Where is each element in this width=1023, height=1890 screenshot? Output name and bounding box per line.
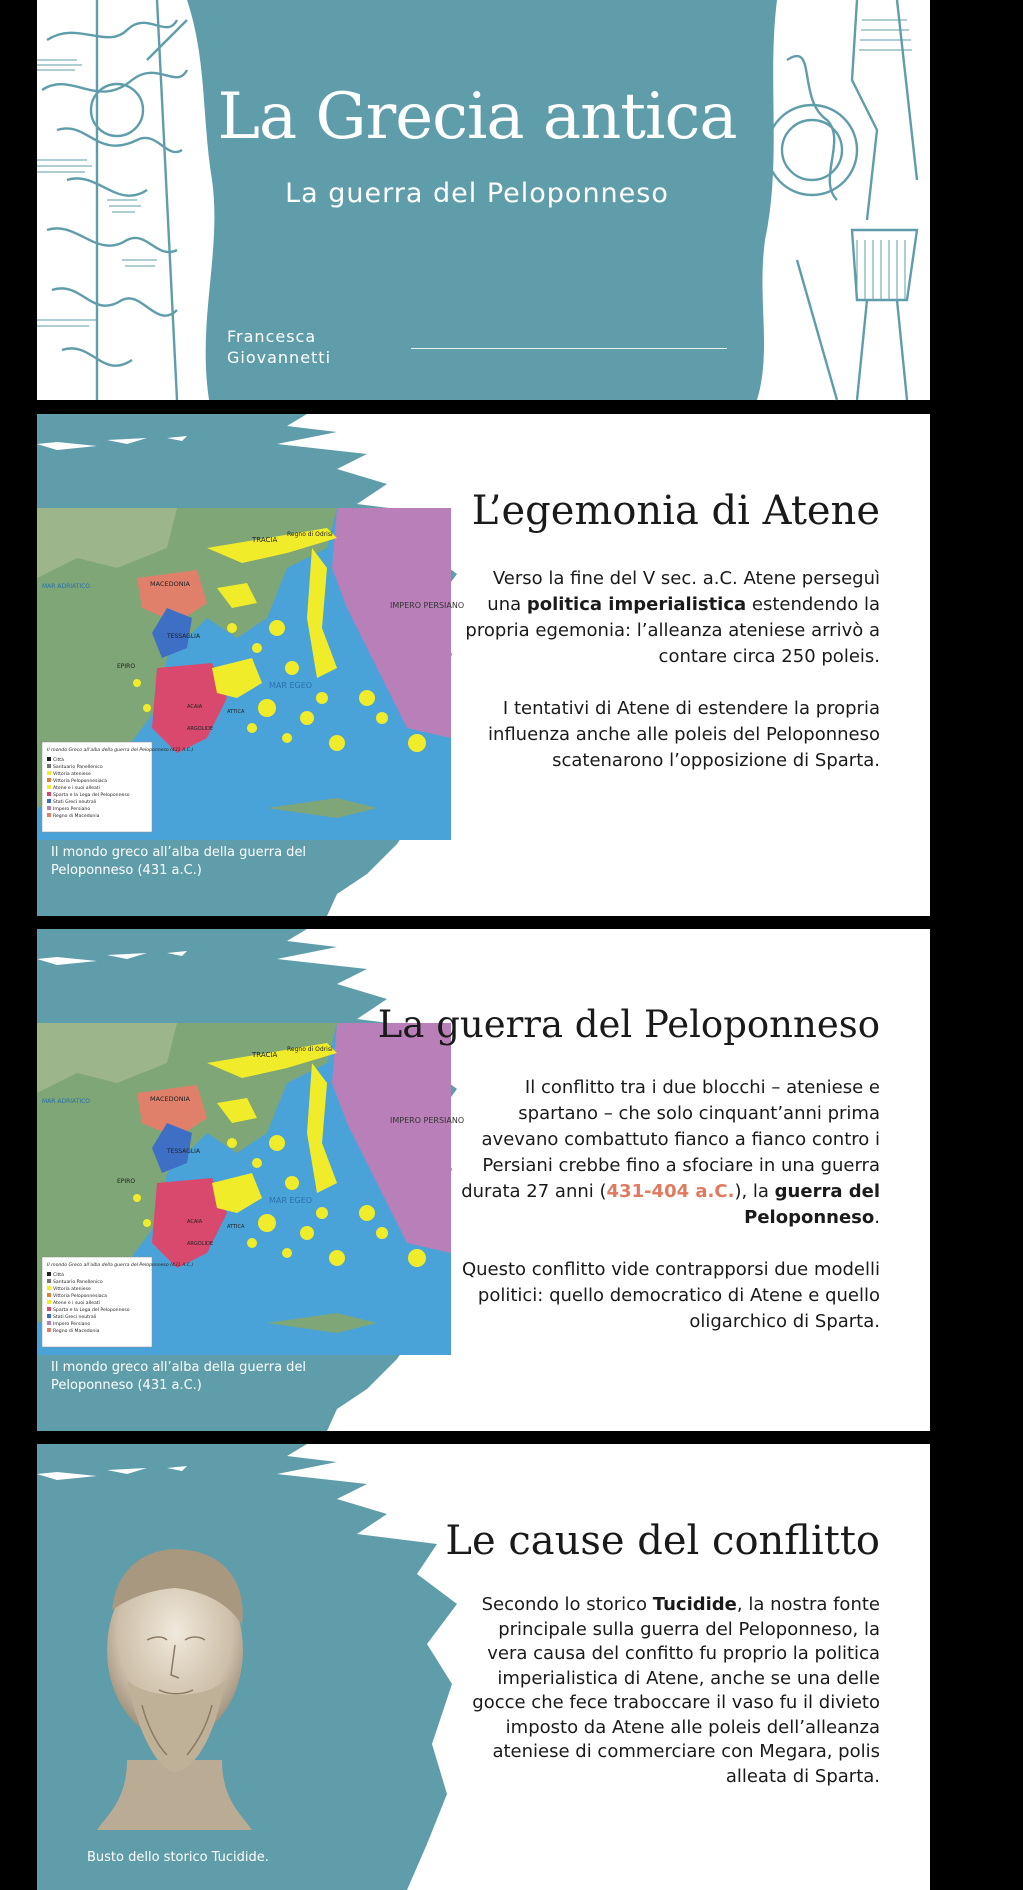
legend-item: Regno di Macedonia [53, 814, 100, 819]
presentation-subtitle: La guerra del Peloponneso [285, 178, 669, 209]
map-label: EPIRO [117, 663, 136, 670]
legend-item: Città [53, 1273, 64, 1278]
map-label: MACEDONIA [150, 1095, 190, 1103]
legend-item: Stati Greci neutrali [53, 1315, 97, 1320]
map-label: ARGOLIDE [187, 1241, 213, 1247]
map-caption: Il mondo greco all’alba della guerra del Peloponneso (431 a.C.) [51, 845, 307, 878]
map-label: MAR ADRIATICO [42, 583, 91, 590]
bust-caption: Busto dello storico Tucidide. [87, 1850, 269, 1865]
date-highlight: 431-404 a.C. [606, 1181, 735, 1202]
legend-item: Città [53, 758, 64, 763]
legend-item: Regno di Macedonia [53, 1329, 100, 1334]
legend-item: Atene e i suoi alleati [53, 1301, 100, 1306]
legend-item: Santuario Panellenico [53, 765, 103, 770]
legend-item: Vittoria ateniese [53, 772, 91, 777]
map-label: EPIRO [117, 1178, 136, 1185]
author-name [227, 326, 331, 368]
author-first-name: Francesca [227, 327, 317, 346]
legend-item: Atene e i suoi alleati [53, 786, 100, 791]
slide-body [460, 1075, 880, 1361]
legend-item: Santuario Panellenico [53, 1280, 103, 1285]
paragraph: Secondo lo storico Tucidide, la nostra fonte principale sulla guerra del Peloponneso, la vera causa del confitto fu proprio la politica imperialistica di Atene, anche se una delle gocce che fece traboccare il vaso fu il divieto imposto da Atene alle poleis dell’alleanza ateniese di commerciare con Megara, polis alleata di Sparta. [472, 1594, 880, 1787]
map-label: TESSAGLIA [167, 633, 201, 640]
map-label: MAR ADRIATICO [42, 1098, 91, 1105]
map-label: Regno di Odrisi [287, 1046, 333, 1053]
map-caption: Il mondo greco all’alba della guerra del Peloponneso (431 a.C.) [51, 1360, 307, 1393]
bold-term: Tucidide [652, 1594, 737, 1615]
map-label: TRACIA [252, 1051, 278, 1059]
bold-term: politica imperialistica [526, 594, 747, 615]
author-divider [411, 348, 727, 349]
slide-heading: La guerra del Peloponneso [377, 1003, 880, 1046]
legend-item: Impero Persiano [53, 1322, 91, 1327]
map-label: ACAIA [187, 704, 203, 710]
map-label: MAR EGEO [269, 1196, 313, 1205]
slide-egemonia [37, 414, 930, 916]
map-label: MAR EGEO [269, 681, 313, 690]
slide-heading: Le cause del conflitto [445, 1518, 880, 1564]
paragraph: Il conflitto tra i due blocchi – ateniese e spartano – che solo cinquant’anni prima avevano combattuto fianco a fianco contro i Persiani crebbe fino a sfociare in una guerra durata 27 anni (431-404 a.C.), la guerra del Peloponneso. [461, 1077, 880, 1228]
map-label: TRACIA [252, 536, 278, 544]
map-legend-title: Il mondo Greco all’alba della guerra del Peloponneso (431 A.C.) [47, 748, 194, 753]
map-label: Regno di Odrisi [287, 531, 333, 538]
map-label: MACEDONIA [150, 580, 190, 588]
slide-heading: L’egemonia di Atene [471, 488, 880, 534]
paragraph: Verso la fine del V sec. a.C. Atene perseguì una politica imperialistica estendendo la propria egemonia: l’alleanza ateniese arrivò a contare circa 250 poleis. [465, 568, 880, 667]
hoplite-engraving-right [757, 0, 930, 400]
author-last-name: Giovannetti [227, 348, 332, 367]
legend-item: Vittoria Peloponnesiaca [53, 779, 107, 784]
slide-cause [37, 1444, 930, 1890]
map-label: TESSAGLIA [167, 1148, 201, 1155]
presentation-title: La Grecia antica [217, 80, 737, 154]
legend-item: Vittoria ateniese [53, 1287, 91, 1292]
slide-guerra [37, 929, 930, 1431]
slide-title [37, 0, 930, 400]
legend-item: Sparta e la Lega del Peloponneso [53, 1308, 130, 1313]
legend-item: Stati Greci neutrali [53, 800, 97, 805]
paragraph: Questo conflitto vide contrapporsi due modelli politici: quello democratico di Atene e quello oligarchico di Sparta. [461, 1259, 880, 1332]
map-label: ATTICA [227, 1224, 245, 1230]
map-label: ATTICA [227, 709, 245, 715]
slide-body [460, 566, 880, 800]
bold-term: guerra del Peloponneso [744, 1181, 880, 1228]
ancient-greece-map [37, 508, 465, 840]
ancient-greece-map [37, 1023, 465, 1355]
paragraph: I tentativi di Atene di estendere la propria influenza anche alle poleis del Peloponneso scatenarono l’opposizione di Sparta. [487, 698, 880, 771]
map-legend-title: Il mondo Greco all’alba della guerra del Peloponneso (431 A.C.) [47, 1263, 194, 1268]
legend-item: Vittoria Peloponnesiaca [53, 1294, 107, 1299]
map-label: IMPERO PERSIANO [390, 1116, 465, 1125]
legend-item: Sparta e la Lega del Peloponneso [53, 793, 130, 798]
map-label: ACAIA [187, 1219, 203, 1225]
slide-body [460, 1593, 880, 1815]
map-label: ARGOLIDE [187, 726, 213, 732]
thucydides-bust-image [87, 1540, 262, 1830]
map-label: IMPERO PERSIANO [390, 601, 465, 610]
legend-item: Impero Persiano [53, 807, 91, 812]
